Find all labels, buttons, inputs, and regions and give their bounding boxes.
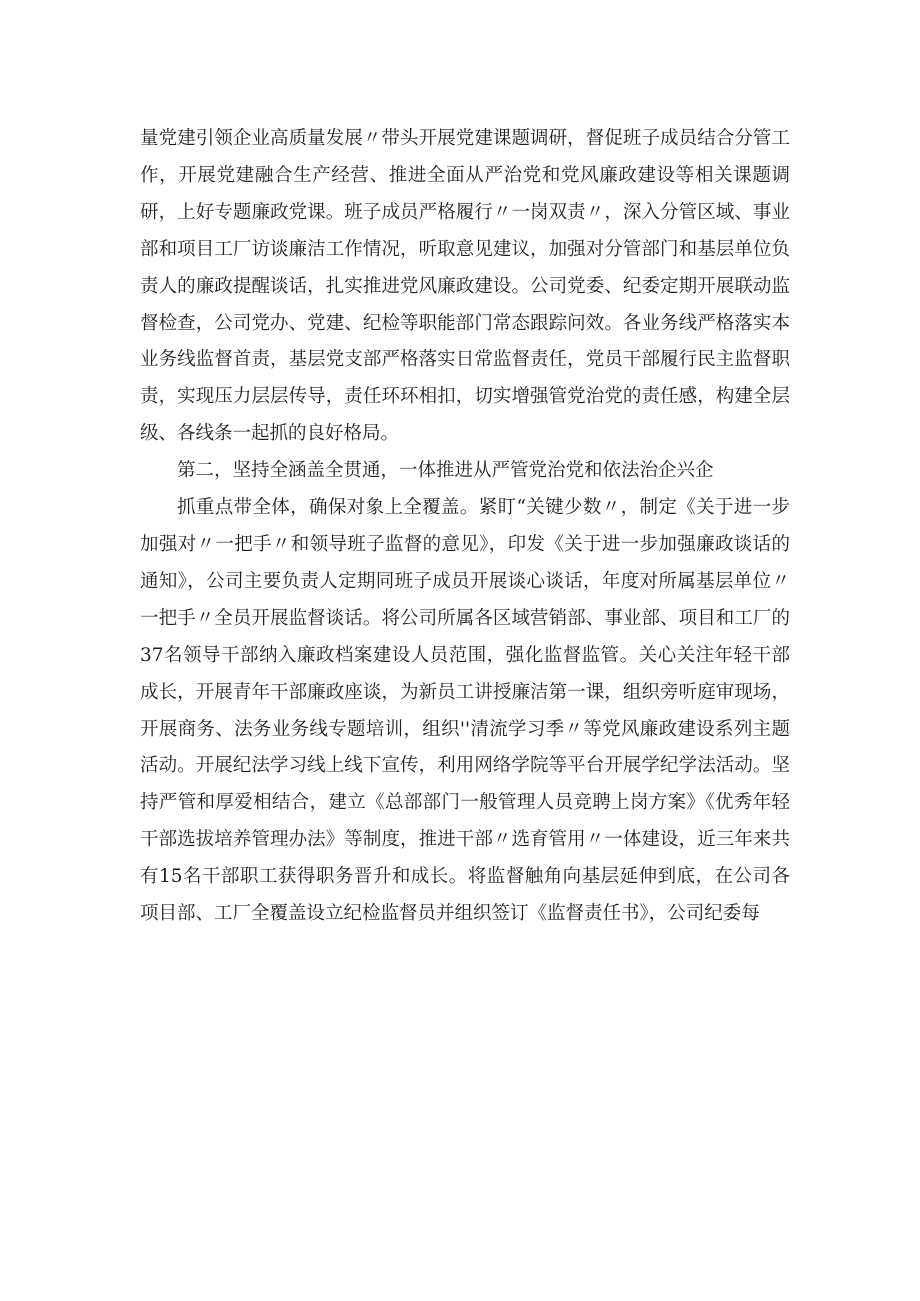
document-body: [140, 121, 790, 933]
body-paragraph-2: 抓重点带全体，确保对象上全覆盖。紧盯“关键少数〃，制定《关于进一步加强对〃一把手〃和领导班子监督的意见》，印发《关于进一步加强廉政谈话的通知》，公司主要负责人定期同班子成员开展谈心谈话，年度对所属基层单位〃一把手〃全员开展监督谈话。将公司所属各区域营销部、事业部、项目和工厂的37名领导干部纳入廉政档案建设人员范围，强化监督监管。关心关注年轻干部成长，开展青年干部廉政座谈，为新员工讲授廉洁第一课，组织旁听庭审现场，开展商务、法务业务线专题培训，组织''清流学习季〃等党风廉政建设系列主题活动。开展纪法学习线上线下宣传，利用网络学院等平台开展学纪学法活动。坚持严管和厚爱相结合，建立《总部部门一般管理人员竞聘上岗方案》《优秀年轻干部选拔培养管理办法》等制度，推进干部〃选育管用〃一体建设，近三年来共有15名干部职工获得职务晋升和成长。将监督触角向基层延伸到底，在公司各项目部、工厂全覆盖设立纪检监督员并组织签订《监督责任书》，公司纪委每: [140, 497, 790, 925]
section-heading-2: 第二，坚持全涵盖全贯通，一体推进从严管党治党和依法治企兴企: [177, 460, 714, 482]
body-paragraph-1: 量党建引领企业高质量发展〃带头开展党建课题调研，督促班子成员结合分管工作，开展党建融合生产经营、推进全面从严治党和党风廉政建设等相关课题调研，上好专题廉政党课。班子成员严格履行〃一岗双责〃，深入分管区域、事业部和项目工厂访谈廉洁工作情况，听取意见建议，加强对分管部门和基层单位负责人的廉政提醒谈话，扎实推进党风廉政建设。公司党委、纪委定期开展联动监督检查，公司党办、党建、纪检等职能部门常态跟踪问效。各业务线严格落实本业务线监督首责，基层党支部严格落实日常监督责任，党员干部履行民主监督职责，实现压力层层传导，责任环环相扣，切实增强管党治党的责任感，构建全层级、各线条一起抓的良好格局。: [140, 128, 790, 445]
